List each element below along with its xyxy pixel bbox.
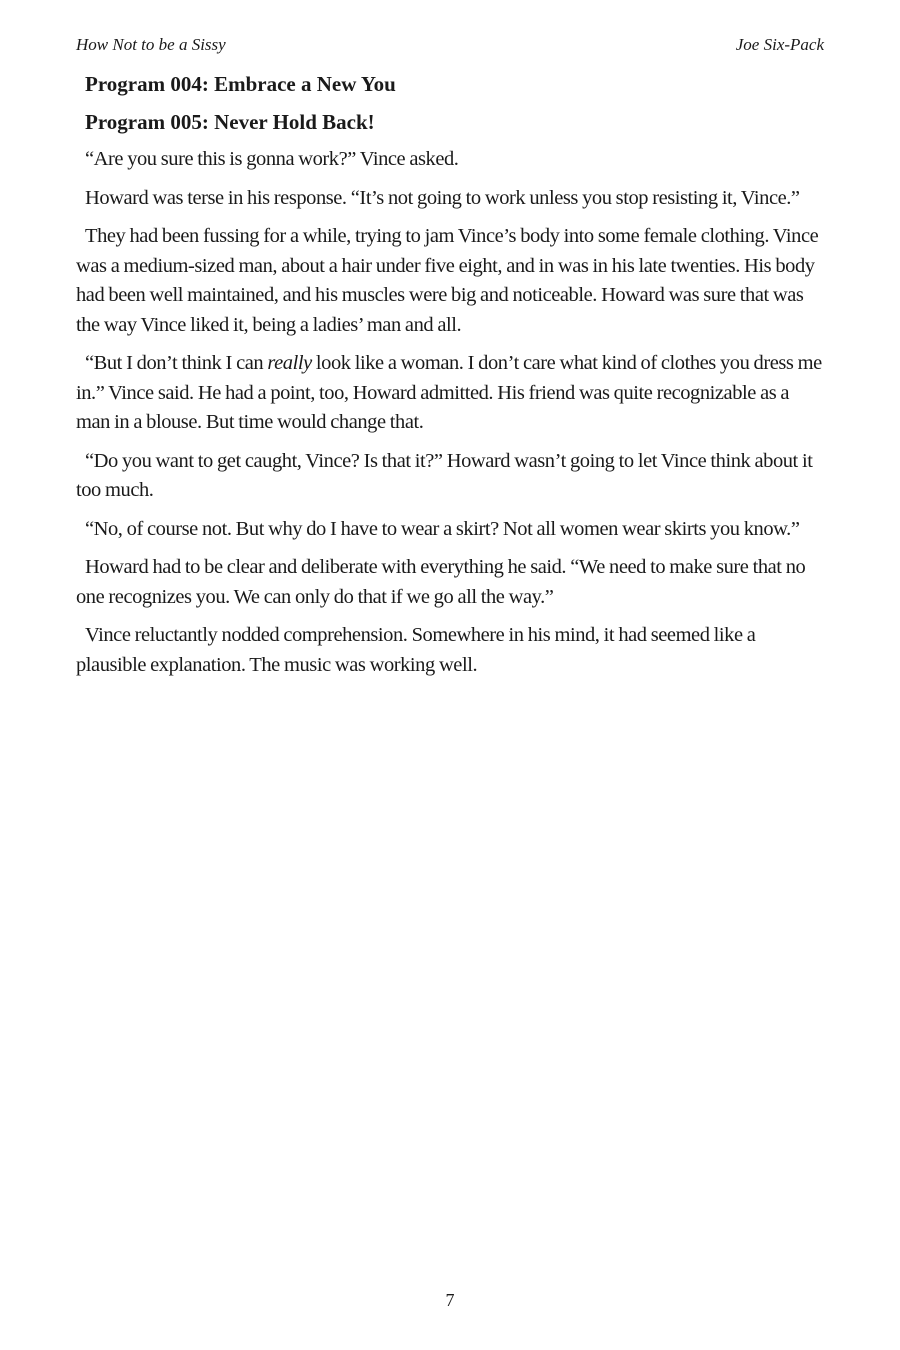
paragraph: “Do you want to get caught, Vince? Is that it?” Howard wasn’t going to let Vince think about it too much.: [76, 449, 813, 501]
paragraph: “No, of course not. But why do I have to wear a skirt? Not all women wear skirts you know.”: [85, 517, 800, 540]
emphasized-word: really: [267, 352, 312, 374]
page-number: 7: [445, 1290, 455, 1310]
paragraph: Howard had to be clear and deliberate with everything he said. “We need to make sure that no one recognizes you. We can only do that if we go all the way.”: [76, 556, 806, 608]
section-heading: Program 005: Never Hold Back!: [85, 110, 375, 134]
page-body: [76, 68, 826, 689]
paragraph-text: “But I don’t think I can: [85, 352, 268, 374]
paragraph: [76, 349, 826, 438]
running-header-title: How Not to be a Sissy: [76, 35, 226, 54]
running-header-author: Joe Six-Pack: [735, 35, 824, 54]
paragraph: Howard was terse in his response. “It’s not going to work unless you stop resisting it, Vince.”: [85, 186, 800, 209]
paragraph: Vince reluctantly nodded comprehension. Somewhere in his mind, it had seemed like a plausible explanation. The music was working well.: [76, 624, 756, 676]
section-heading: Program 004: Embrace a New You: [85, 72, 396, 96]
paragraph: “Are you sure this is gonna work?” Vince asked.: [85, 148, 459, 170]
paragraph-text: look like a woman. I don’t care what kind of clothes you dress me in.” Vince said. He had a point, too, Howard admitted. His friend was quite recognizable as a man in a blouse. But time would change that.: [76, 352, 822, 433]
paragraph: They had been fussing for a while, trying to jam Vince’s body into some female clothing. Vince was a medium-sized man, about a hair under five eight, and in was in his late twenties. His body had been well maintained, and his muscles were big and noticeable. Howard was sure that was the way Vince liked it, being a ladies’ man and all.: [76, 225, 819, 336]
